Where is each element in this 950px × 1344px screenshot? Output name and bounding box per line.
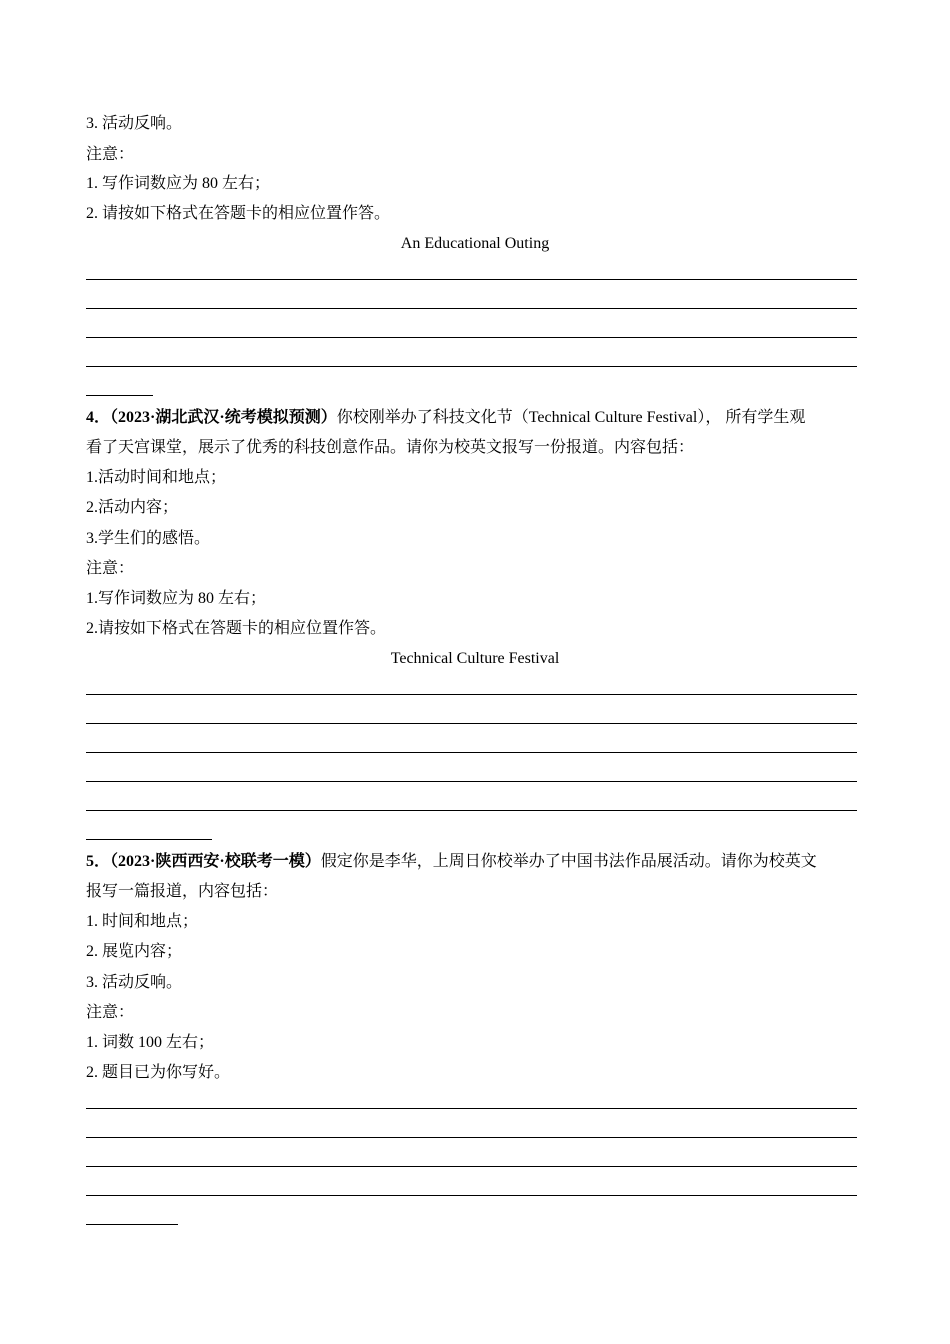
question-5-line-1 [86, 852, 817, 872]
answer-line [86, 694, 857, 695]
answer-line [86, 1108, 857, 1109]
answer-line [86, 366, 857, 367]
note-1: 1. 词数 100 左右； [86, 1034, 215, 1051]
answer-line-short [86, 395, 153, 396]
answer-line [86, 308, 857, 309]
item-1: 1.活动时间和地点； [86, 469, 227, 486]
answer-line [86, 810, 857, 811]
note-title: 注意： [86, 560, 135, 577]
answer-line [86, 723, 857, 724]
item-1: 1. 时间和地点； [86, 913, 199, 930]
note-1: 1. 写作词数应为 80 左右； [86, 175, 271, 192]
question-5-line-2: 报写一篇报道，内容包括： [86, 883, 279, 900]
note-2: 2.请按如下格式在答题卡的相应位置作答。 [86, 620, 387, 637]
essay-title: Technical Culture Festival [390, 650, 560, 667]
note-2: 2. 题目已为你写好。 [86, 1064, 231, 1081]
question-source: （2023·湖北武汉·统考模拟预测） [110, 409, 337, 426]
answer-line [86, 781, 857, 782]
question-source: （2023·陕西西安·校联考一模） [110, 853, 321, 870]
question-number: 4． [86, 409, 111, 426]
item-3: 3. 活动反响。 [86, 115, 183, 132]
question-number: 5． [86, 853, 111, 870]
question-prompt: 假定你是李华，上周日你校举办了中国书法作品展活动。请你为校英文 [320, 853, 817, 870]
note-1: 1.写作词数应为 80 左右； [86, 590, 267, 607]
essay-title: An Educational Outing [400, 235, 550, 252]
answer-line [86, 279, 857, 280]
answer-line [86, 1137, 857, 1138]
note-title: 注意： [86, 1004, 135, 1021]
item-3: 3.学生们的感悟。 [86, 530, 211, 547]
note-2: 2. 请按如下格式在答题卡的相应位置作答。 [86, 205, 391, 222]
question-4-line-1 [86, 408, 805, 428]
answer-line [86, 1195, 857, 1196]
answer-line-short [86, 839, 212, 840]
answer-line [86, 1166, 857, 1167]
answer-line [86, 337, 857, 338]
question-prompt: 你校刚举办了科技文化节（Technical Culture Festival）， 所有学生观 [336, 409, 806, 426]
answer-line [86, 752, 857, 753]
item-3: 3. 活动反响。 [86, 974, 183, 991]
question-4-line-2: 看了天宫课堂，展示了优秀的科技创意作品。请你为校英文报写一份报道。内容包括： [86, 439, 695, 456]
item-2: 2.活动内容； [86, 499, 179, 516]
note-title: 注意： [86, 146, 135, 163]
answer-line-short [86, 1224, 178, 1225]
item-2: 2. 展览内容； [86, 943, 183, 960]
